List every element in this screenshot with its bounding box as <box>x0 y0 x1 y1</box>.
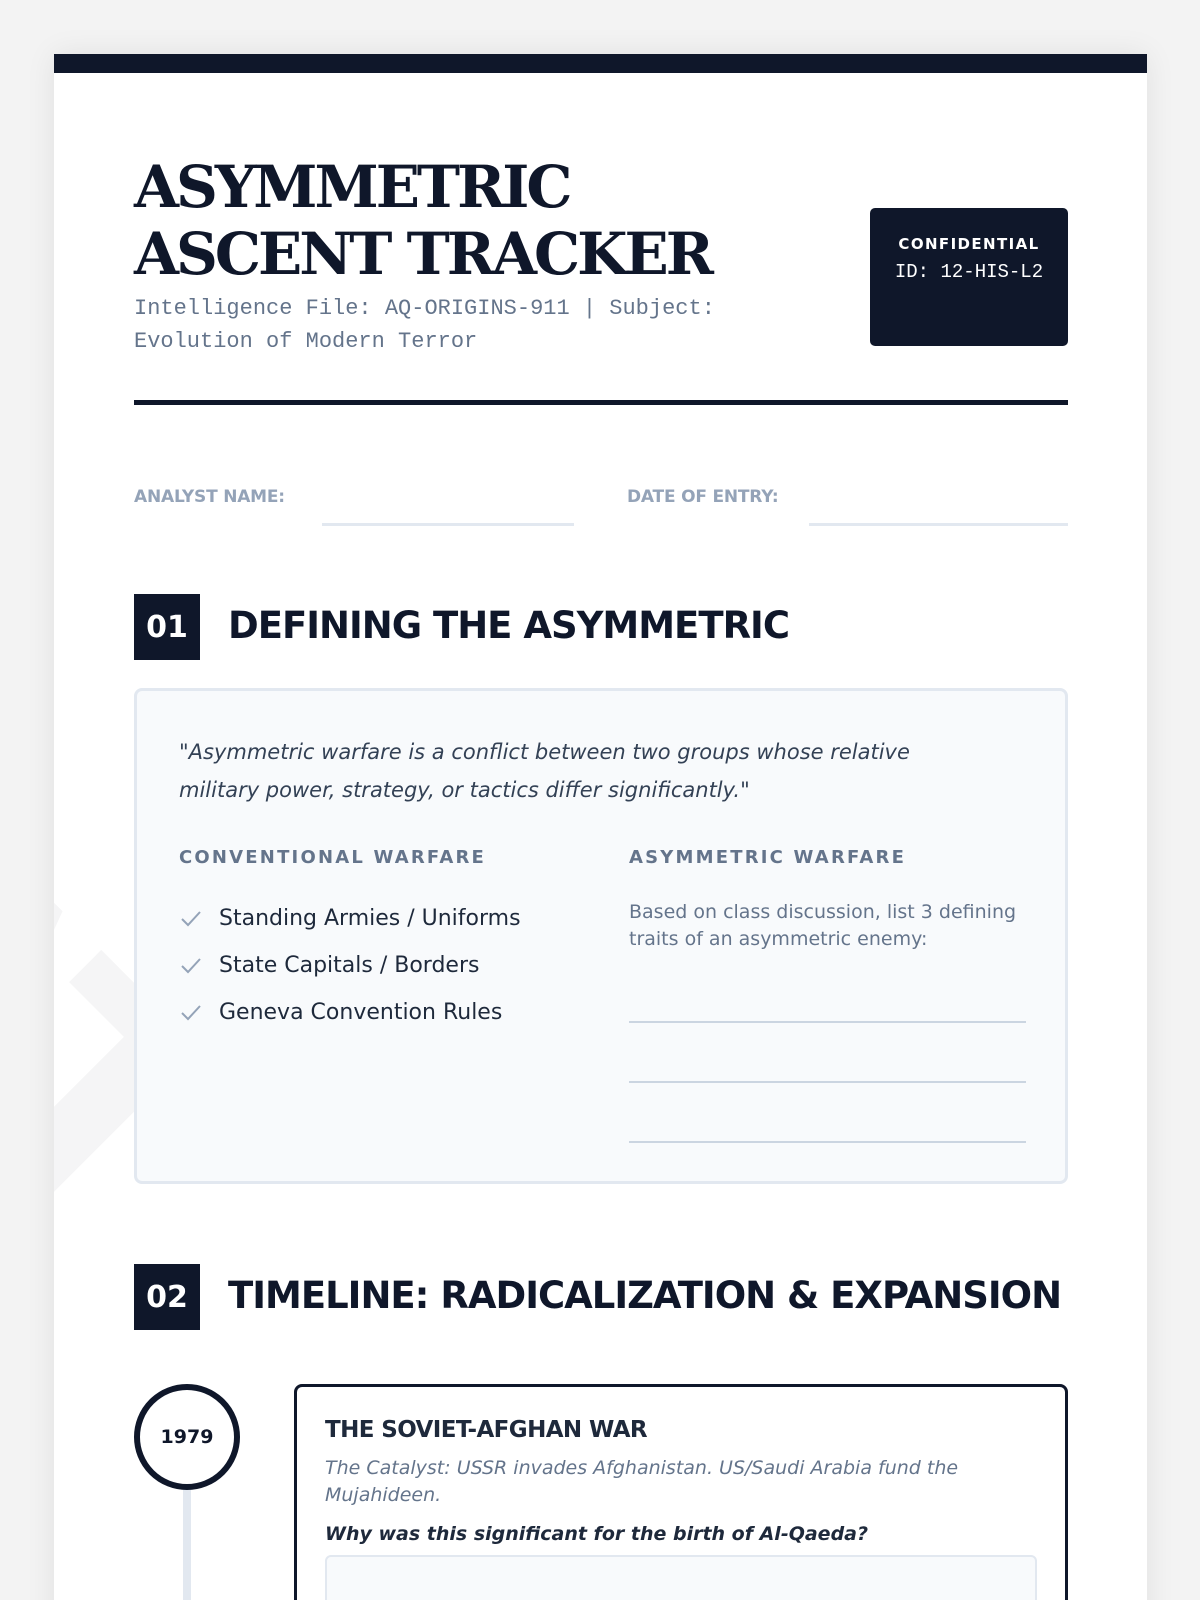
section-title: TIMELINE: RADICALIZATION & EXPANSION <box>228 1274 1062 1317</box>
conventional-list <box>179 895 521 1036</box>
badge-id: ID: 12-HIS-L2 <box>894 261 1044 283</box>
section-title: DEFINING THE ASYMMETRIC <box>228 604 789 647</box>
badge-label: CONFIDENTIAL <box>898 235 1040 253</box>
section-number-badge: 01 <box>134 594 200 660</box>
list-item-text: Standing Armies / Uniforms <box>219 906 521 931</box>
checkmark-icon <box>179 909 203 929</box>
answer-line-3[interactable] <box>629 1141 1026 1143</box>
section-2-header <box>134 1264 1068 1330</box>
list-item <box>179 942 521 989</box>
analyst-name-label: ANALYST NAME: <box>134 487 285 507</box>
document-header <box>134 154 1068 358</box>
definition-quote: "Asymmetric warfare is a conflict between two groups whose relative military power, strategy, or tactics differ significantly." <box>179 740 910 802</box>
answer-line-2[interactable] <box>629 1081 1026 1083</box>
date-of-entry-label: DATE OF ENTRY: <box>627 487 779 507</box>
list-item <box>179 989 521 1036</box>
list-item-text: State Capitals / Borders <box>219 953 480 978</box>
list-item <box>179 895 521 942</box>
event-description: The Catalyst: USSR invades Afghanistan. US/Saudi Arabia fund the Mujahideen. <box>325 1457 959 1506</box>
definition-panel <box>134 688 1068 1184</box>
event-answer-box[interactable] <box>325 1555 1037 1600</box>
asymmetric-prompt: Based on class discussion, list 3 defining traits of an asymmetric enemy: <box>629 901 1017 950</box>
analyst-name-field[interactable] <box>322 523 574 526</box>
page-title: ASYMMETRIC ASCENT TRACKER <box>134 153 711 288</box>
asymmetric-heading: ASYMMETRIC WARFARE <box>629 847 907 868</box>
section-number-badge: 02 <box>134 1264 200 1330</box>
timeline-year-marker: 1979 <box>134 1384 240 1490</box>
date-of-entry-field[interactable] <box>809 523 1068 526</box>
list-item-text: Geneva Convention Rules <box>219 1000 503 1025</box>
checkmark-icon <box>179 956 203 976</box>
worksheet-page <box>54 54 1147 1600</box>
section-1-header <box>134 594 1068 660</box>
top-accent-bar <box>54 54 1147 73</box>
timeline-event-card <box>294 1384 1068 1600</box>
answer-line-1[interactable] <box>629 1021 1026 1023</box>
timeline-rail <box>183 1489 191 1600</box>
page-subtitle: Intelligence File: AQ-ORIGINS-911 | Subject: Evolution of Modern Terror <box>134 296 715 354</box>
student-info-row <box>134 487 1068 527</box>
conventional-heading: CONVENTIONAL WARFARE <box>179 847 487 868</box>
confidential-badge <box>870 208 1068 346</box>
header-divider <box>134 400 1068 405</box>
checkmark-icon <box>179 1003 203 1023</box>
event-title: THE SOVIET-AFGHAN WAR <box>325 1417 648 1443</box>
event-question: Why was this significant for the birth of Al-Qaeda? <box>325 1523 869 1545</box>
